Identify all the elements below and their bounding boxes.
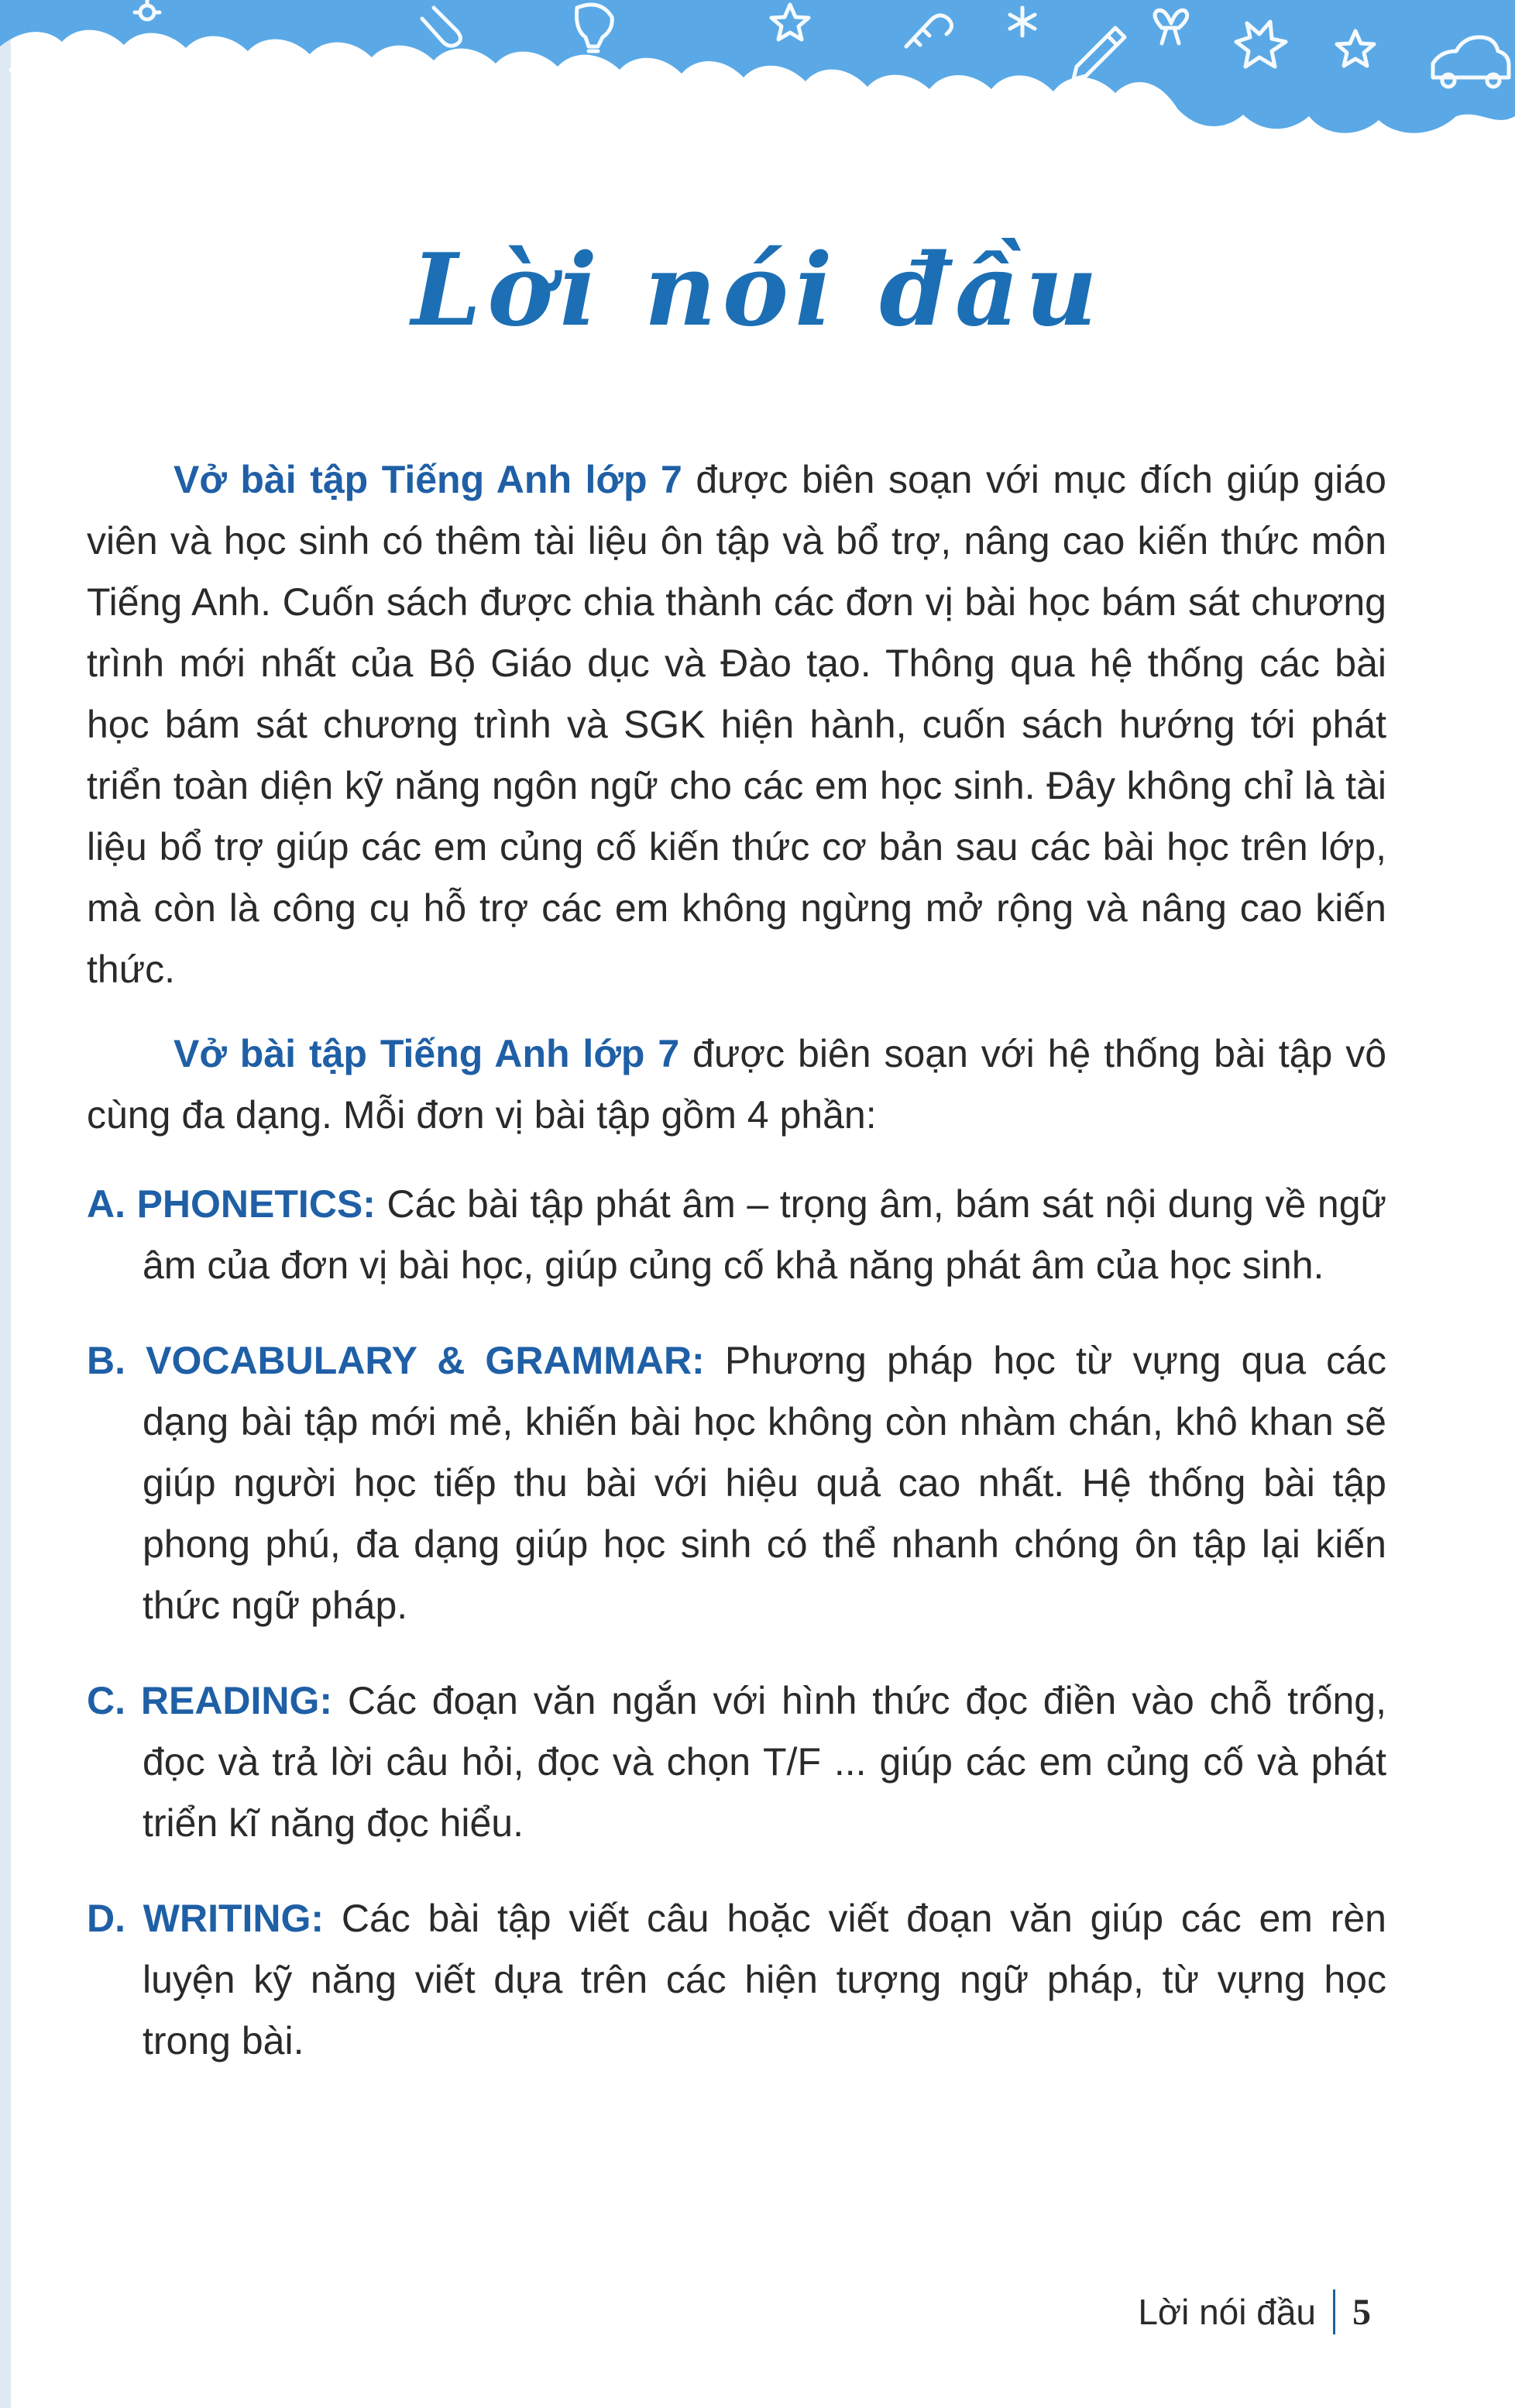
section-label: B. VOCABULARY & GRAMMAR: xyxy=(87,1339,705,1382)
intro-paragraph-2 xyxy=(87,1023,1386,1146)
section-label: A. PHONETICS: xyxy=(87,1182,376,1226)
section-item-reading xyxy=(87,1670,1386,1854)
section-label: C. READING: xyxy=(87,1679,333,1722)
section-item-writing xyxy=(87,1888,1386,2072)
section-item-vocabulary-grammar xyxy=(87,1330,1386,1636)
footer-section-title: Lời nói đầu xyxy=(1138,2292,1316,2332)
section-item-phonetics xyxy=(87,1174,1386,1296)
section-text: Phương pháp học từ vựng qua các dạng bài tập mới mẻ, khiến bài học không còn nhàm chán, khô khan sẽ giúp người học tiếp thu bài với hiệu quả cao nhất. Hệ thống bài tập phong phú, đa dạng giúp học sinh có thể nhanh chóng ôn tập lại kiến thức ngữ pháp. xyxy=(143,1339,1386,1627)
page-title: Lời nói đầu xyxy=(411,232,1104,349)
section-label: D. WRITING: xyxy=(87,1897,325,1940)
section-list xyxy=(87,1174,1386,2072)
book-title-highlight: Vở bài tập Tiếng Anh lớp 7 xyxy=(173,1032,680,1075)
page-number: 5 xyxy=(1352,2291,1371,2333)
footer-divider xyxy=(1333,2289,1335,2334)
section-text: Các bài tập viết câu hoặc viết đoạn văn giúp các em rèn luyện kỹ năng viết dựa trên các hiện tượng ngữ pháp, từ vựng học trong bài. xyxy=(143,1897,1386,2062)
paragraph-text: được biên soạn với hệ thống bài tập vô cùng đa dạng. Mỗi đơn vị bài tập gồm 4 phần: xyxy=(87,1032,1386,1137)
section-text: Các đoạn văn ngắn với hình thức đọc điền vào chỗ trống, đọc và trả lời câu hỏi, đọc và chọn T/F ... giúp các em củng cố và phát triển kĩ năng đọc hiểu. xyxy=(143,1679,1386,1845)
decorative-banner xyxy=(0,0,1515,178)
page-edge xyxy=(0,0,11,2408)
paragraph-text: được biên soạn với mục đích giúp giáo viên và học sinh có thêm tài liệu ôn tập và bổ trợ, nâng cao kiến thức môn Tiếng Anh. Cuốn sách được chia thành các đơn vị bài học bám sát chương trình mới nhất của Bộ Giáo dục và Đào tạo. Thông qua hệ thống các bài học bám sát chương trình và SGK hiện hành, cuốn sách hướng tới phát triển toàn diện kỹ năng ngôn ngữ cho các em học sinh. Đây không chỉ là tài liệu bổ trợ giúp các em củng cố kiến thức cơ bản sau các bài học trên lớp, mà còn là công cụ hỗ trợ các em không ngừng mở rộng và nâng cao kiến thức. xyxy=(87,458,1386,991)
corner-triangle-icon xyxy=(11,54,34,84)
book-title-highlight: Vở bài tập Tiếng Anh lớp 7 xyxy=(173,458,682,501)
section-text: Các bài tập phát âm – trọng âm, bám sát nội dung về ngữ âm của đơn vị bài học, giúp củng cố khả năng phát âm của học sinh. xyxy=(143,1182,1386,1287)
preface-body xyxy=(87,449,1386,2106)
intro-paragraph-1 xyxy=(87,449,1386,1000)
page-footer xyxy=(1138,2289,1371,2334)
